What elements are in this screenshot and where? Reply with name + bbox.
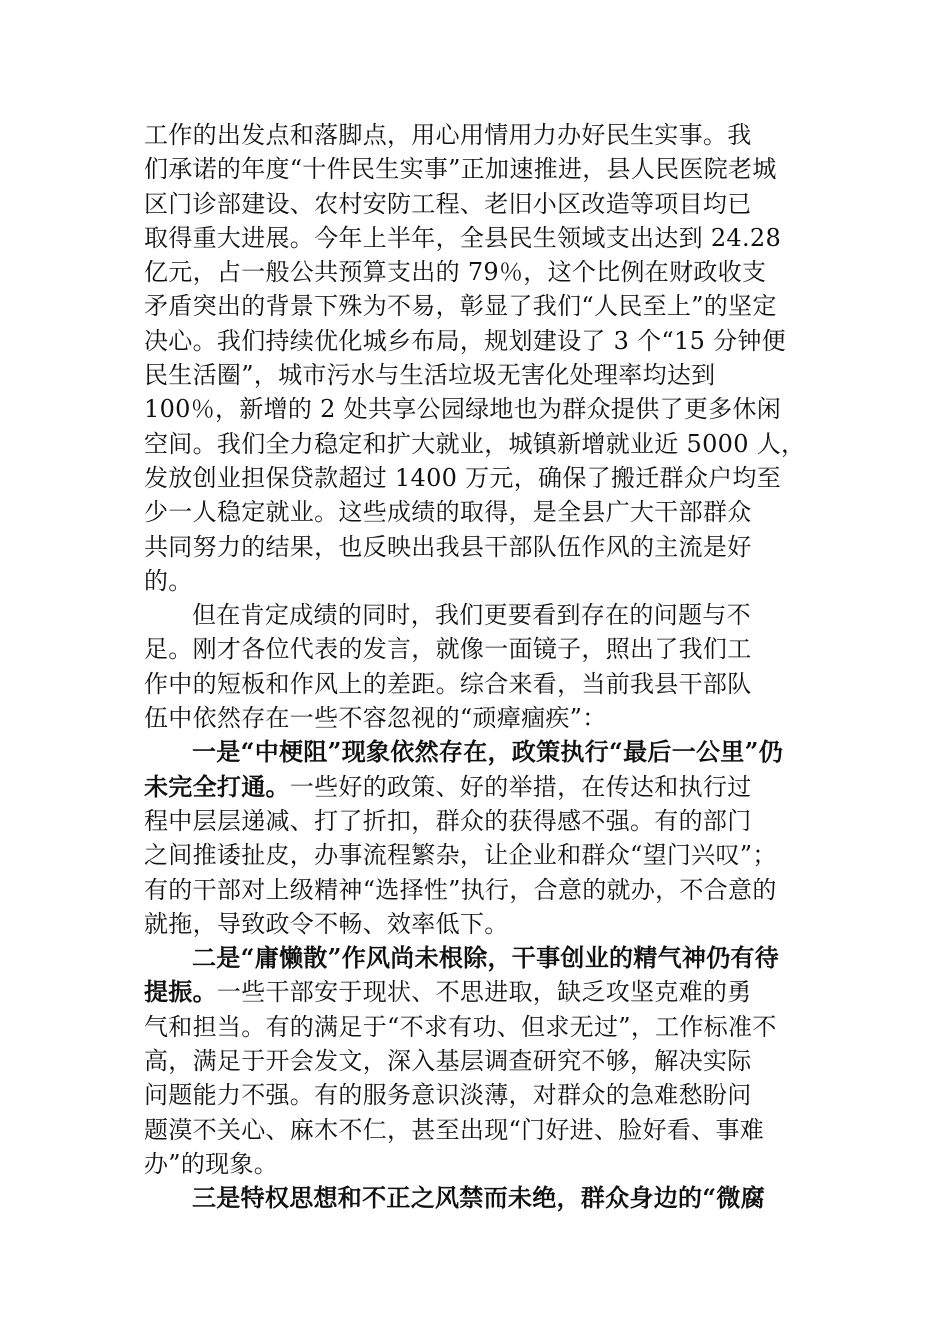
- text-line: 们承诺的年度“十件民生实事”正加速推进，县人民医院老城: [144, 155, 777, 184]
- text-line: 取得重大进展。今年上半年，全县民生领域支出达到 24.28: [144, 223, 782, 252]
- paragraph-problem-two: [144, 941, 808, 1181]
- paragraph-problem-one: [144, 735, 808, 941]
- text-line: 程中层层递减、打了折扣，群众的获得感不强。有的部门: [144, 806, 752, 835]
- body-text: 一些干部安于现状、不思进取，缺乏攻坚克难的勇: [216, 978, 752, 1007]
- text-line: 题漠不关心、麻木不仁，甚至出现“门好进、脸好看、事难: [144, 1115, 765, 1144]
- text-line: 但在肯定成绩的同时，我们更要看到存在的问题与不: [192, 601, 751, 630]
- text-line: 就拖，导致政令不畅、效率低下。: [144, 909, 509, 938]
- text-line: 伍中依然存在一些不容忽视的“顽瘴痼疾”：: [144, 704, 607, 733]
- paragraph-problems-intro: [144, 598, 808, 735]
- heading-line: 二是“庸懒散”作风尚未根除，干事创业的精气神仍有待: [192, 943, 780, 973]
- paragraph-problem-three: [144, 1181, 808, 1215]
- document-body: [144, 118, 808, 1216]
- text-line: 决心。我们持续优化城乡布局，规划建设了 3 个“15 分钟便: [144, 326, 786, 355]
- text-line: 发放创业担保贷款超过 1400 万元，确保了搬迁群众户均至: [144, 463, 782, 492]
- paragraph-achievements: [144, 118, 808, 598]
- text-line: 办”的现象。: [144, 1149, 279, 1178]
- text-line: 亿元，占一般公共预算支出的 79％，这个比例在财政收支: [144, 258, 767, 287]
- heading-text: 提振。: [144, 977, 217, 1007]
- text-line: 气和担当。有的满足于“不求有功、但求无过”，工作标准不: [144, 1012, 777, 1041]
- text-line: 有的干部对上级精神“选择性”执行，合意的就办，不合意的: [144, 875, 777, 904]
- text-line: 区门诊部建设、农村安防工程、老旧小区改造等项目均已: [144, 189, 752, 218]
- text-line: 高，满足于开会发文，深入基层调查研究不够，解决实际: [144, 1047, 752, 1076]
- text-line: 100％，新增的 2 处共享公园绿地也为群众提供了更多休闲: [144, 395, 782, 424]
- text-line: 矛盾突出的背景下殊为不易，彰显了我们“人民至上”的坚定: [144, 292, 777, 321]
- text-line: 足。刚才各位代表的发言，就像一面镜子，照出了我们工: [144, 635, 752, 664]
- heading-line: 一是“中梗阻”现象依然存在，政策执行“最后一公里”仍: [192, 737, 784, 767]
- text-line: 作中的短板和作风上的差距。综合来看，当前我县干部队: [144, 669, 752, 698]
- heading-text: 未完全打通。: [144, 771, 290, 801]
- text-line: [144, 770, 808, 804]
- text-line: 的。: [144, 566, 193, 595]
- text-line: 工作的出发点和落脚点，用心用情用力办好民生实事。我: [144, 121, 752, 149]
- text-line: 民生活圈”，城市污水与生活垃圾无害化处理率均达到: [144, 361, 716, 390]
- text-line: 空间。我们全力稳定和扩大就业，城镇新增就业近 5000 人，: [144, 429, 806, 458]
- text-line: [144, 975, 808, 1009]
- text-line: 问题能力不强。有的服务意识淡薄，对群众的急难愁盼问: [144, 1081, 752, 1110]
- text-line: 共同努力的结果，也反映出我县干部队伍作风的主流是好: [144, 532, 752, 561]
- text-line: 之间推诿扯皮，办事流程繁杂，让企业和群众“望门兴叹”；: [144, 841, 777, 870]
- text-line: 少一人稳定就业。这些成绩的取得，是全县广大干部群众: [144, 498, 752, 527]
- heading-line: 三是特权思想和不正之风禁而未绝，群众身边的“微腐: [192, 1183, 766, 1213]
- body-text: 一些好的政策、好的举措，在传达和执行过: [289, 772, 752, 801]
